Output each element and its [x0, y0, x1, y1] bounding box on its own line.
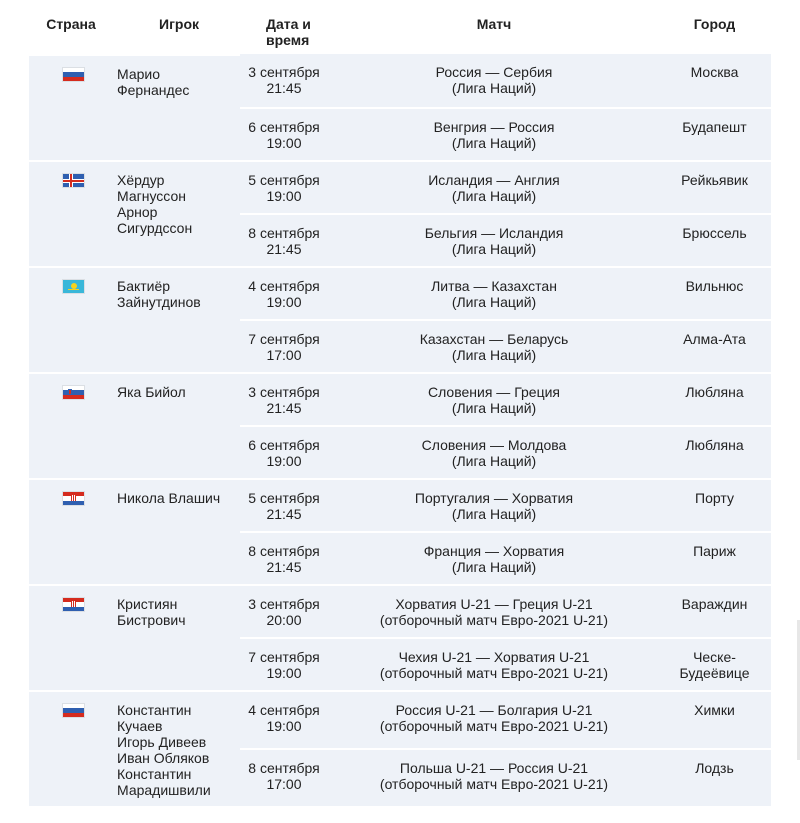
match-tournament: (Лига Наций)	[451, 559, 537, 575]
match-time: 19:00	[266, 135, 302, 151]
match-cell	[330, 748, 658, 806]
country-cell	[29, 54, 117, 160]
match-teams: Франция — Хорватия	[423, 543, 565, 559]
date-time-cell	[240, 690, 330, 748]
match-teams: Чехия U-21 — Хорватия U-21	[398, 649, 590, 665]
player-name-line: Фернандес	[117, 82, 190, 98]
column-header-country: Страна	[46, 16, 96, 32]
city-cell	[658, 637, 771, 690]
match-time: 21:45	[266, 400, 302, 416]
player-name-line: Никола Влашич	[117, 490, 221, 506]
match-teams: Россия U-21 — Болгария U-21	[395, 702, 593, 718]
match-city: Будапешт	[682, 119, 747, 135]
date-time-cell	[240, 107, 330, 160]
match-tournament: (Лига Наций)	[451, 188, 537, 204]
date-time-cell	[240, 372, 330, 425]
match-date: 5 сентября	[248, 490, 320, 506]
player-cell	[117, 690, 240, 806]
match-tournament: (отборочный матч Евро-2021 U-21)	[379, 718, 609, 734]
russia-flag-icon	[63, 68, 84, 81]
match-teams: Словения — Греция	[428, 384, 560, 400]
player-name-line: Магнуссон	[117, 188, 186, 204]
match-date: 8 сентября	[248, 225, 320, 241]
match-time: 21:45	[266, 506, 302, 522]
table-row	[29, 266, 771, 319]
table-row	[29, 690, 771, 748]
match-cell	[330, 107, 658, 160]
match-cell	[330, 319, 658, 372]
russia-flag-icon	[63, 704, 84, 717]
table-header	[29, 8, 771, 54]
city-cell	[658, 531, 771, 584]
city-cell	[658, 690, 771, 748]
table-row	[29, 54, 771, 107]
column-header-date-line2: время	[266, 32, 310, 48]
date-time-cell	[240, 54, 330, 107]
match-teams: Казахстан — Беларусь	[419, 331, 569, 347]
date-time-cell	[240, 266, 330, 319]
column-header-match: Матч	[476, 16, 512, 32]
match-cell	[330, 54, 658, 107]
country-cell	[29, 690, 117, 806]
match-teams: Словения — Молдова	[421, 437, 567, 453]
player-cell	[117, 160, 240, 266]
player-name-line: Константин	[117, 766, 192, 782]
column-header-player: Игрок	[159, 16, 200, 32]
date-time-cell	[240, 637, 330, 690]
player-cell	[117, 584, 240, 690]
match-city: Лодзь	[695, 760, 734, 776]
match-date: 7 сентября	[248, 331, 320, 347]
date-time-cell	[240, 531, 330, 584]
match-cell	[330, 266, 658, 319]
player-name-line: Кристиян	[117, 596, 178, 612]
match-tournament: (Лига Наций)	[451, 400, 537, 416]
table-row	[29, 160, 771, 213]
match-teams: Литва — Казахстан	[431, 278, 557, 294]
slovenia-flag-icon	[63, 386, 84, 399]
table-row	[29, 478, 771, 531]
player-name-line: Сигурдссон	[117, 220, 193, 236]
match-city: Рейкьявик	[681, 172, 748, 188]
player-name-line: Игорь Дивеев	[117, 734, 207, 750]
match-date: 3 сентября	[248, 384, 320, 400]
country-cell	[29, 372, 117, 478]
match-time: 19:00	[266, 294, 302, 310]
match-city: Брюссель	[682, 225, 747, 241]
player-cell	[117, 372, 240, 478]
match-time: 20:00	[266, 612, 302, 628]
player-name-line: Бактиёр	[117, 278, 171, 294]
match-date: 7 сентября	[248, 649, 320, 665]
match-time: 17:00	[266, 347, 302, 363]
city-cell	[658, 478, 771, 531]
city-cell	[658, 54, 771, 107]
match-city: Алма-Ата	[683, 331, 746, 347]
match-time: 19:00	[266, 453, 302, 469]
table-body	[29, 54, 771, 806]
match-tournament: (Лига Наций)	[451, 506, 537, 522]
table-row	[29, 372, 771, 425]
match-cell	[330, 160, 658, 213]
date-time-cell	[240, 160, 330, 213]
player-name-line: Зайнутдинов	[117, 294, 201, 310]
city-cell	[658, 425, 771, 478]
match-cell	[330, 531, 658, 584]
player-name-line: Хёрдур	[117, 172, 165, 188]
match-city: Любляна	[685, 437, 744, 453]
date-time-cell	[240, 478, 330, 531]
date-time-cell	[240, 425, 330, 478]
match-city: Ческе-Будеёвице	[679, 649, 750, 681]
date-time-cell	[240, 584, 330, 637]
city-cell	[658, 160, 771, 213]
match-cell	[330, 637, 658, 690]
match-teams: Португалия — Хорватия	[414, 490, 574, 506]
match-city: Париж	[693, 543, 736, 559]
match-city: Вараждин	[681, 596, 748, 612]
match-cell	[330, 372, 658, 425]
match-cell	[330, 213, 658, 266]
match-teams: Венгрия — Россия	[433, 119, 555, 135]
date-time-cell	[240, 748, 330, 806]
match-city: Химки	[694, 702, 735, 718]
column-header-date-line1: Дата и	[266, 16, 311, 32]
city-cell	[658, 584, 771, 637]
player-name-line: Марио	[117, 66, 160, 82]
player-name-line: Бистрович	[117, 612, 186, 628]
match-time: 19:00	[266, 665, 302, 681]
player-name-line: Арнор	[117, 204, 158, 220]
croatia-flag-icon	[63, 492, 84, 505]
match-date: 4 сентября	[248, 278, 320, 294]
city-cell	[658, 266, 771, 319]
country-cell	[29, 584, 117, 690]
match-tournament: (Лига Наций)	[451, 347, 537, 363]
match-city: Москва	[690, 64, 739, 80]
match-date: 5 сентября	[248, 172, 320, 188]
match-tournament: (Лига Наций)	[451, 241, 537, 257]
kazakhstan-flag-icon	[63, 280, 84, 293]
column-header-city: Город	[693, 16, 736, 32]
match-date: 8 сентября	[248, 543, 320, 559]
match-tournament: (отборочный матч Евро-2021 U-21)	[379, 612, 609, 628]
player-name-line: Константин	[117, 702, 192, 718]
match-cell	[330, 425, 658, 478]
match-teams: Хорватия U-21 — Греция U-21	[395, 596, 593, 612]
player-cell	[117, 266, 240, 372]
player-name-line: Иван Обляков	[117, 750, 210, 766]
city-cell	[658, 213, 771, 266]
match-tournament: (отборочный матч Евро-2021 U-21)	[379, 665, 609, 681]
date-time-cell	[240, 213, 330, 266]
match-teams: Исландия — Англия	[428, 172, 560, 188]
match-date: 6 сентября	[248, 437, 320, 453]
match-date: 6 сентября	[248, 119, 320, 135]
match-tournament: (Лига Наций)	[451, 294, 537, 310]
player-name-line: Кучаев	[117, 718, 163, 734]
match-city: Порту	[695, 490, 734, 506]
city-cell	[658, 107, 771, 160]
country-cell	[29, 266, 117, 372]
city-cell	[658, 748, 771, 806]
player-name-line: Марадишвили	[117, 782, 211, 798]
player-cell	[117, 54, 240, 160]
match-time: 17:00	[266, 776, 302, 792]
match-time: 19:00	[266, 188, 302, 204]
match-time: 21:45	[266, 80, 302, 96]
column-header-date	[240, 8, 330, 54]
player-cell	[117, 478, 240, 584]
players-schedule-table	[29, 8, 771, 806]
match-city: Вильнюс	[685, 278, 744, 294]
match-time: 19:00	[266, 718, 302, 734]
country-cell	[29, 160, 117, 266]
match-teams: Бельгия — Исландия	[424, 225, 564, 241]
iceland-flag-icon	[63, 174, 84, 187]
match-date: 4 сентября	[248, 702, 320, 718]
city-cell	[658, 319, 771, 372]
match-teams: Польша U-21 — Россия U-21	[399, 760, 589, 776]
match-city: Любляна	[685, 384, 744, 400]
match-cell	[330, 690, 658, 748]
city-cell	[658, 372, 771, 425]
match-date: 3 сентября	[248, 596, 320, 612]
match-time: 21:45	[266, 241, 302, 257]
player-name-line: Яка Бийол	[117, 384, 186, 400]
country-cell	[29, 478, 117, 584]
match-date: 8 сентября	[248, 760, 320, 776]
match-teams: Россия — Сербия	[435, 64, 553, 80]
croatia-flag-icon	[63, 598, 84, 611]
table-row	[29, 584, 771, 637]
match-tournament: (Лига Наций)	[451, 135, 537, 151]
date-time-cell	[240, 319, 330, 372]
match-tournament: (отборочный матч Евро-2021 U-21)	[379, 776, 609, 792]
match-time: 21:45	[266, 559, 302, 575]
match-cell	[330, 584, 658, 637]
match-tournament: (Лига Наций)	[451, 453, 537, 469]
match-tournament: (Лига Наций)	[451, 80, 537, 96]
match-date: 3 сентября	[248, 64, 320, 80]
match-cell	[330, 478, 658, 531]
